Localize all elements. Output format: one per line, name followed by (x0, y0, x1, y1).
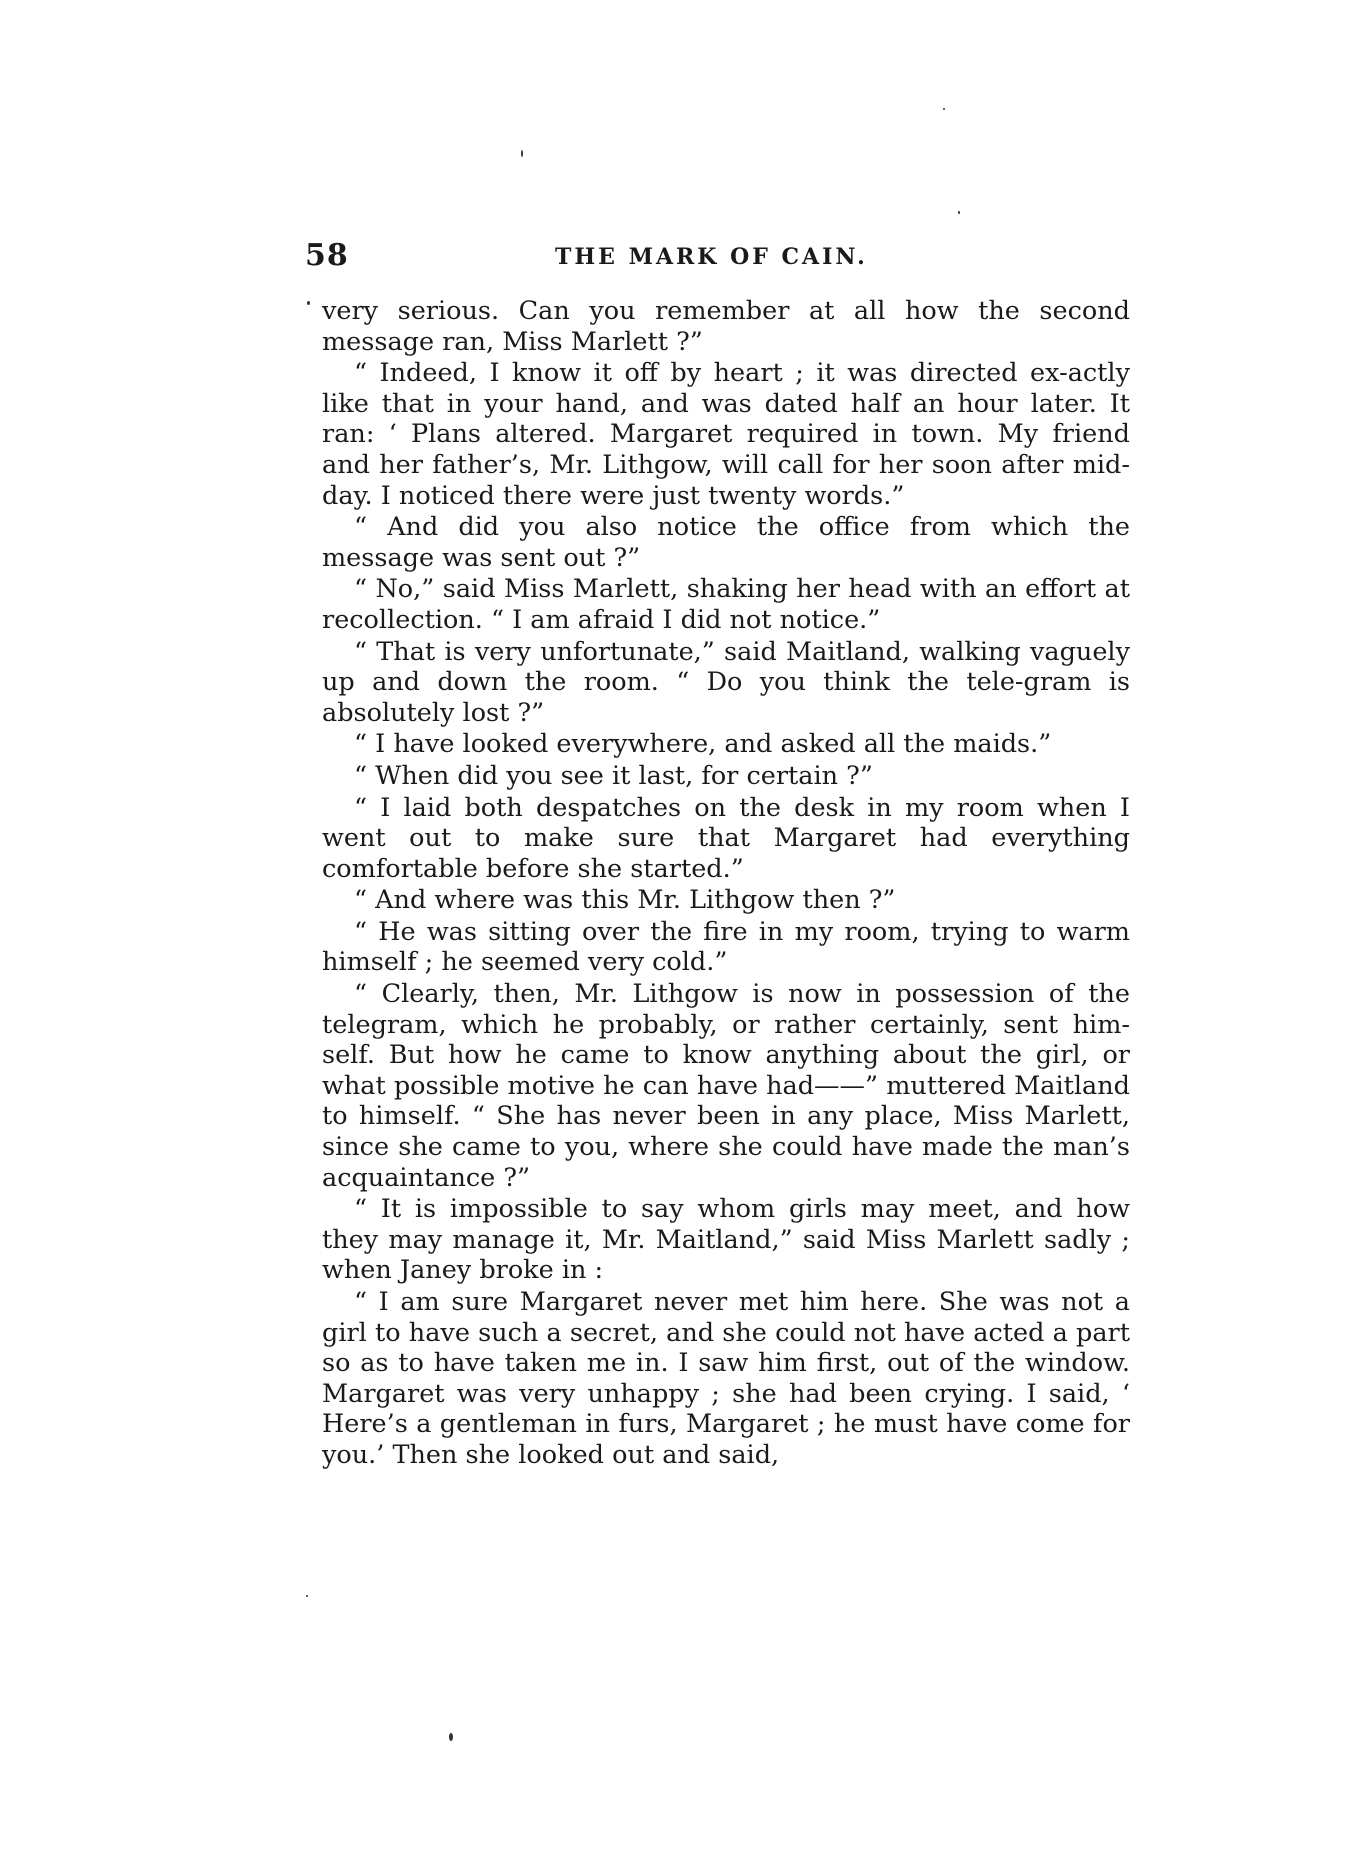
page-header (305, 238, 1135, 278)
paragraph: “ No,” said Miss Marlett, shaking her head with an effort at recollection. “ I am afraid I did not notice.” (322, 574, 1130, 635)
paragraph: “ Clearly, then, Mr. Lithgow is now in possession of the telegram, which he probably, or rather certainly, sent him-self. But how he came to know anything about the girl, or what possible motive he can have had——” muttered Maitland to himself. “ She has never been in any place, Miss Marlett, since she came to you, where she could have made the man’s acquaintance ?” (322, 979, 1130, 1193)
paragraph: “ It is impossible to say whom girls may meet, and how they may manage it, Mr. Maitland,” said Miss Marlett sadly ; when Janey broke in : (322, 1194, 1130, 1286)
scan-speck (943, 108, 945, 110)
paragraph: “ I laid both despatches on the desk in my room when I went out to make sure that Margaret had everything comfortable before she started.” (322, 792, 1130, 884)
paragraph: “ I have looked everywhere, and asked all the maids.” (354, 729, 1052, 760)
paragraph: “ Indeed, I know it off by heart ; it was directed ex-actly like that in your hand, and was dated half an hour later. It ran: ‘ Plans altered. Margaret required in town. My friend and her father’s, Mr. Lithgow, will call for her soon after mid-day. I noticed there were just twenty words.” (322, 358, 1130, 511)
paragraph: “ And did you also notice the office from which the message was sent out ?” (322, 512, 1130, 573)
scan-speck (449, 1733, 453, 1741)
paragraph: “ He was sitting over the fire in my room, trying to warm himself ; he seemed very cold.” (322, 916, 1130, 978)
scan-speck (306, 1595, 308, 1597)
scan-speck (307, 301, 310, 305)
paragraph: “ I am sure Margaret never met him here. She was not a girl to have such a secret, and she could not have acted a part so as to have taken me in. I saw him first, out of the window. Margaret was very unhappy ; she had been crying. I said, ‘ Here’s a gentleman in furs, Margaret ; he must have come for you.’ Then she looked out and said, (322, 1287, 1130, 1470)
paragraph: “ And where was this Mr. Lithgow then ?” (354, 885, 896, 916)
page-number: 58 (305, 238, 349, 273)
scan-speck (521, 150, 523, 157)
body-text (322, 296, 1130, 1472)
paragraph: “ That is very unfortunate,” said Maitland, walking vaguely up and down the room. “ Do you think the tele-gram is absolutely lost ?” (322, 636, 1130, 728)
paragraph: very serious. Can you remember at all how the second message ran, Miss Marlett ?” (322, 296, 1130, 357)
paragraph: “ When did you see it last, for certain ?” (354, 760, 873, 791)
scan-speck (958, 211, 960, 214)
running-head: THE MARK OF CAIN. (555, 244, 868, 270)
